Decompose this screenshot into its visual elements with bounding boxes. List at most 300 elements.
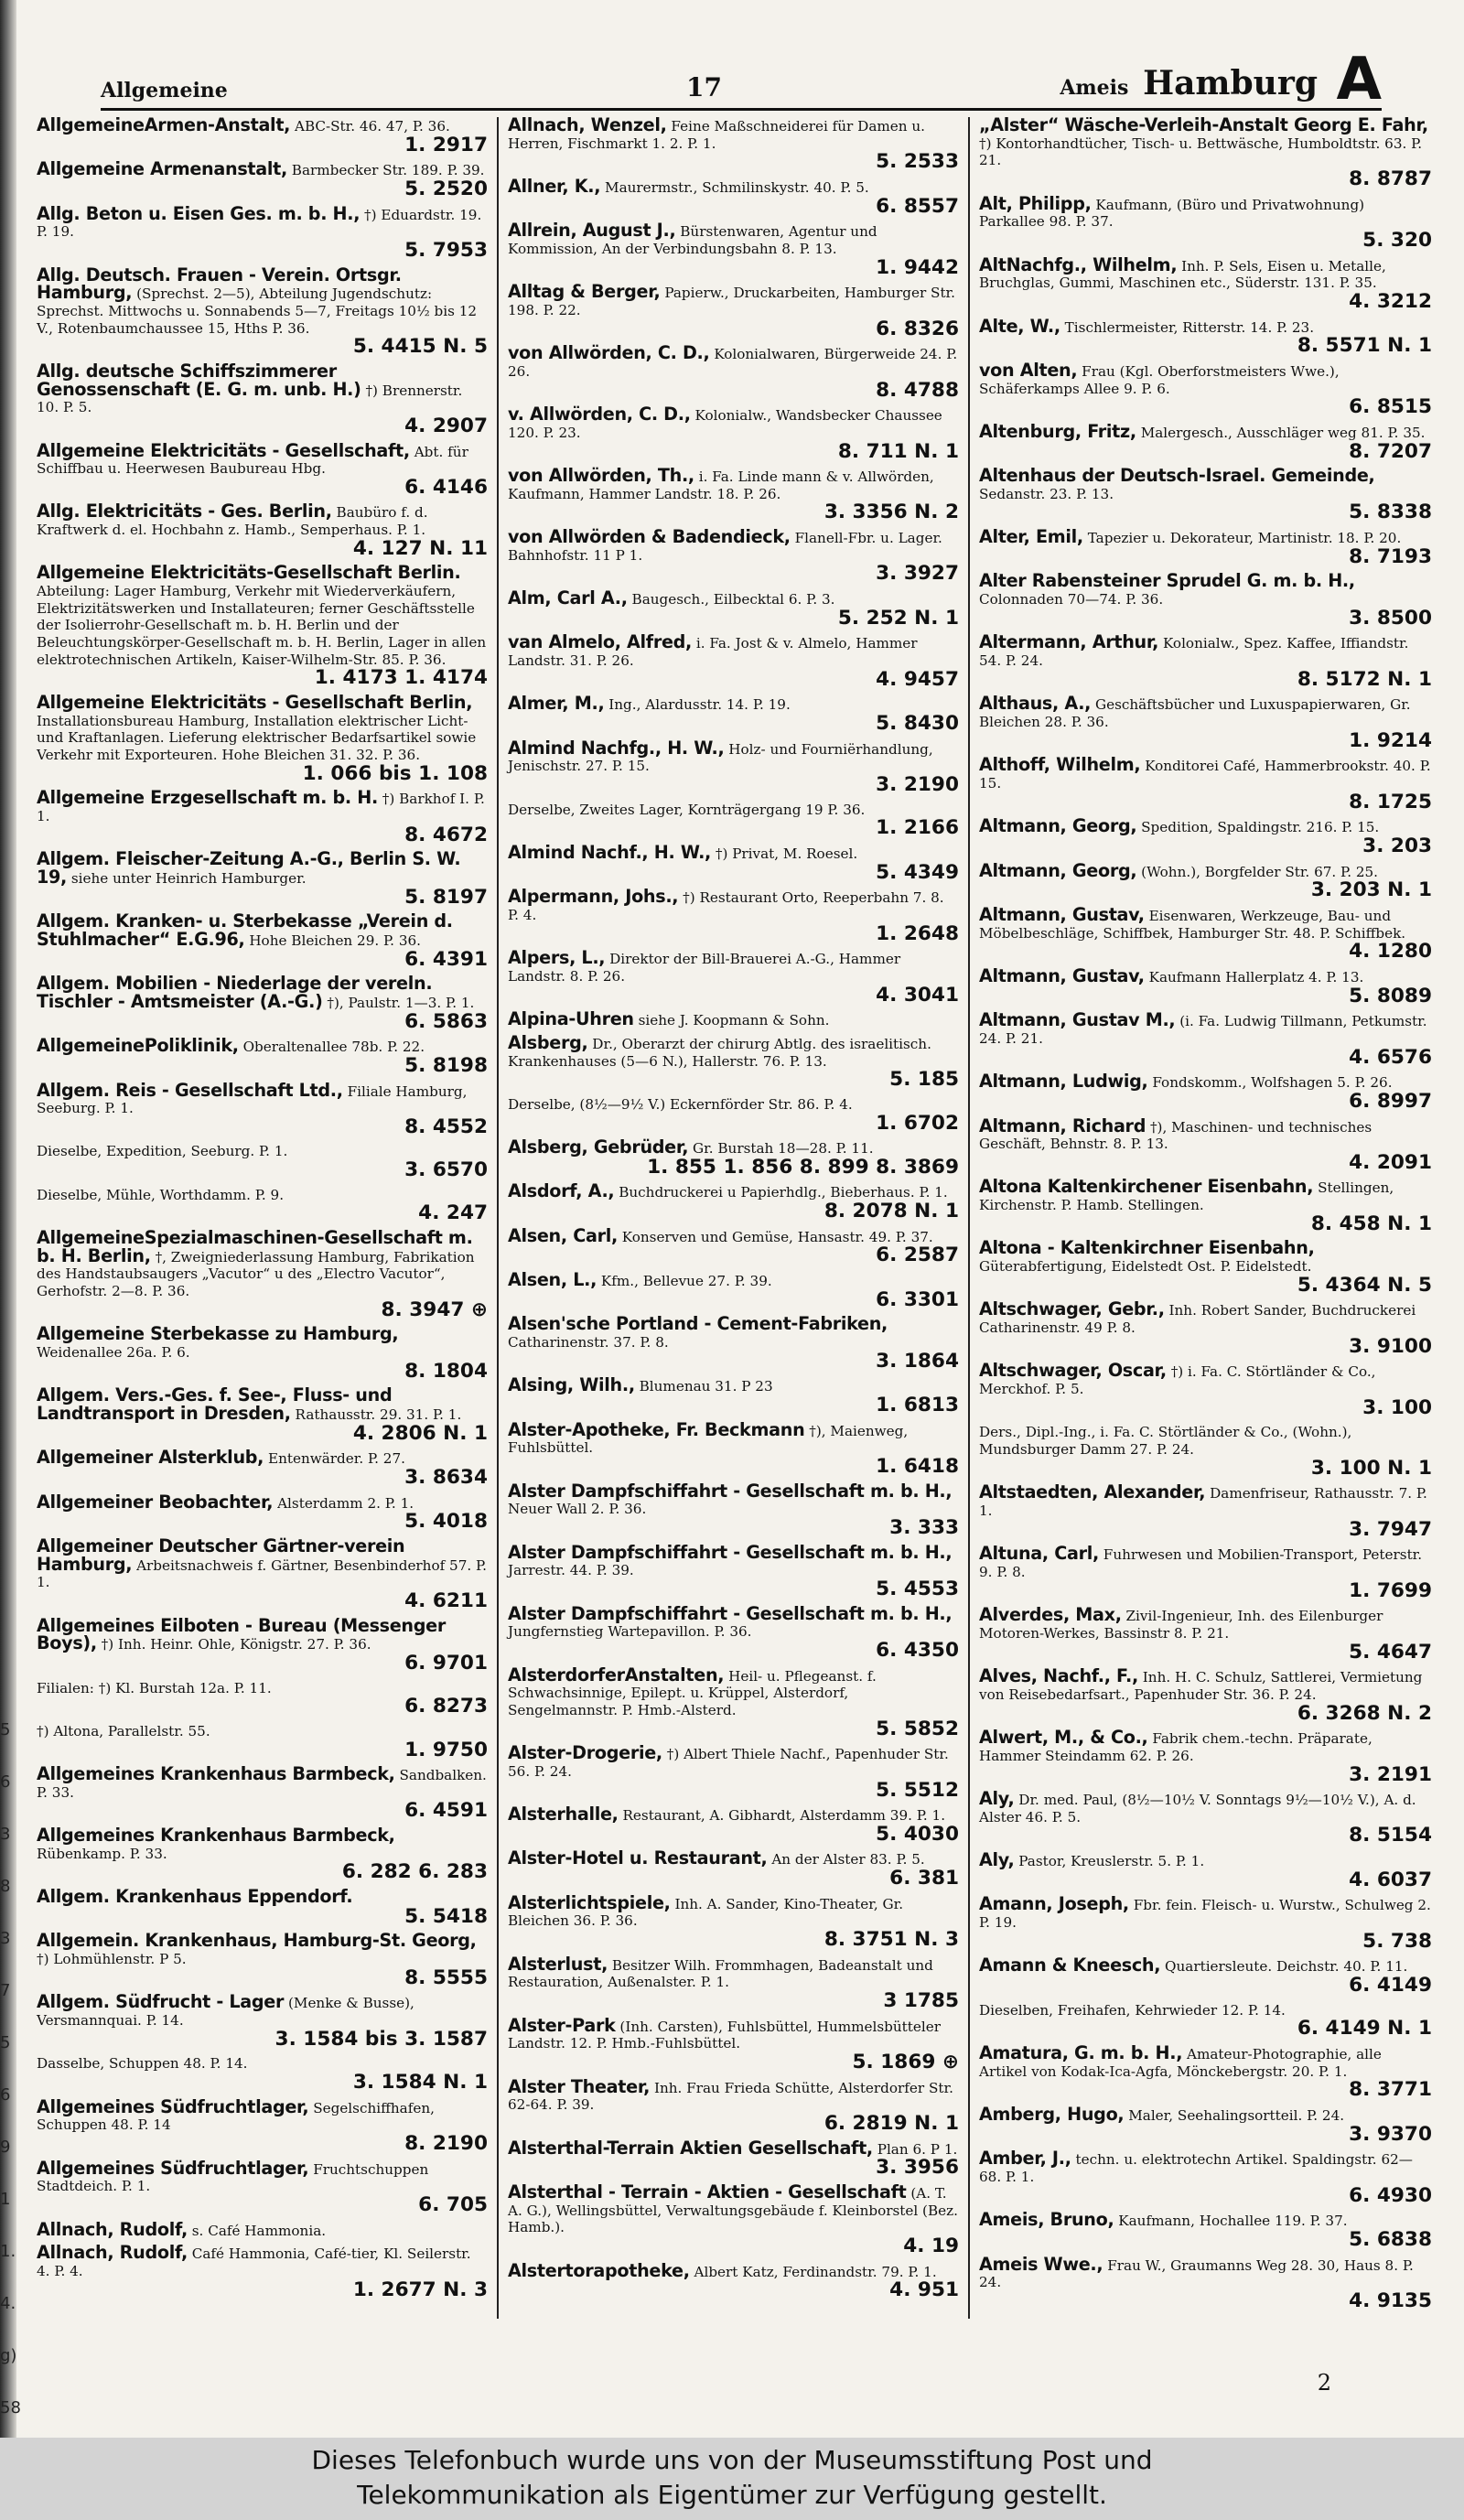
directory-entry bbox=[37, 158, 488, 200]
entry-phone-number: 4. 6576 bbox=[1349, 1045, 1432, 1069]
entry-name: Allgemeine Elektricitäts - Gesellschaft, bbox=[37, 439, 410, 461]
directory-entry bbox=[37, 360, 488, 437]
directory-entry bbox=[37, 1886, 488, 1928]
margin-mark: 1 bbox=[0, 2190, 11, 2209]
entry-name: Altschwager, Gebr., bbox=[979, 1298, 1165, 1320]
entry-phone-number: 6. 2819 N. 1 bbox=[824, 2112, 959, 2135]
entry-phone-number: 3. 203 bbox=[1362, 834, 1432, 857]
entry-name: Alves, Nachf., F., bbox=[979, 1665, 1138, 1687]
entry-details: Kolonialw., Wandsbecker Chaussee 120. P. 23. bbox=[508, 407, 942, 441]
entry-phone-number: 8. 1804 bbox=[404, 1359, 488, 1383]
entry-details: †) Eduardstr. 19. P. 19. bbox=[37, 206, 482, 241]
directory-entry bbox=[508, 1891, 959, 1952]
entry-phone-number: 1. 7699 bbox=[1349, 1578, 1432, 1602]
entry-details: Abt. für Schiffbau u. Heerwesen Baubureau Hbg. bbox=[37, 443, 468, 478]
entry-details: Dieselbe, Mühle, Worthdamm. P. 9. bbox=[37, 1186, 285, 1203]
directory-entry bbox=[37, 1491, 488, 1534]
entry-phone-number: 6. 9701 bbox=[404, 1651, 488, 1675]
entry-name: Altermann, Arthur, bbox=[979, 631, 1159, 653]
entry-phone-number: 6. 4149 bbox=[1349, 1974, 1432, 1998]
entry-phone-number: 3. 333 bbox=[889, 1515, 959, 1539]
entry-details: Inh. Robert Sander, Buchdruckerei Catharinenstr. 49 P. 8. bbox=[979, 1302, 1416, 1337]
entry-details: Segelschiffhafen, Schuppen 48. P. 14 bbox=[37, 2099, 435, 2134]
entry-phone-number: 3. 7947 bbox=[1349, 1517, 1432, 1541]
entry-phone-number: 5. 8198 bbox=[404, 1053, 488, 1077]
entry-phone-number: 5. 4415 N. 5 bbox=[352, 335, 488, 359]
entry-details: Derselbe, Zweites Lager, Kornträgergang 19 P. 36. bbox=[508, 801, 866, 818]
directory-entry bbox=[37, 2055, 488, 2093]
directory-entry bbox=[508, 1847, 959, 1890]
entry-details: Heil- u. Pflegeanst. f. Schwachsinnige, Epilept. u. Krüppel, Alsterdorf, Sengelmannstr. P. Hmb.-Alsterd. bbox=[508, 1667, 877, 1718]
entry-phone-number: 8. 8787 bbox=[1349, 167, 1432, 190]
directory-entry bbox=[508, 1224, 959, 1267]
entry-name: Allnach, Rudolf, bbox=[37, 2242, 188, 2264]
directory-entry bbox=[37, 264, 488, 359]
directory-entry bbox=[979, 1893, 1432, 1953]
entry-name: Allgemeiner Deutscher Gärtner-verein Hamburg, bbox=[37, 1535, 405, 1575]
directory-entry bbox=[37, 2095, 488, 2155]
entry-name: Altmann, Richard bbox=[979, 1115, 1146, 1136]
entry-phone-number: 3. 9370 bbox=[1349, 2122, 1432, 2146]
entry-name: Allgem. Mobilien - Niederlage der vereln. Tischler - Amtsmeister (A.-G.) bbox=[37, 973, 433, 1012]
directory-entry bbox=[979, 1665, 1432, 1725]
entry-details: Kolonialwaren, Bürgerweide 24. P. 26. bbox=[508, 346, 958, 380]
entry-name: Alpers, L., bbox=[508, 947, 606, 969]
entry-details: Weidenallee 26a. P. 6. bbox=[37, 1344, 190, 1362]
directory-entry bbox=[37, 2242, 488, 2301]
entry-name: Alsen'sche Portland - Cement-Fabriken, bbox=[508, 1313, 888, 1335]
entry-details: Blumenau 31. P 23 bbox=[639, 1378, 773, 1395]
entry-details: †) Altona, Parallelstr. 55. bbox=[37, 1722, 210, 1739]
entry-details: Dieselbe, Expedition, Seeburg. P. 1. bbox=[37, 1143, 288, 1160]
entry-name: Altmann, Georg, bbox=[979, 859, 1137, 881]
entry-phone-number: 5. 4018 bbox=[404, 1510, 488, 1534]
entry-details: Entenwärder. P. 27. bbox=[267, 1450, 405, 1468]
entry-details: †) Inh. Heinr. Ohle, Königstr. 27. P. 36. bbox=[101, 1636, 371, 1653]
directory-entry bbox=[508, 1269, 959, 1311]
entry-phone-number: 1. 2917 bbox=[404, 133, 488, 156]
entry-phone-number: 5. 320 bbox=[1362, 228, 1432, 252]
entry-name: Amberg, Hugo, bbox=[979, 2104, 1125, 2125]
directory-entry bbox=[979, 1115, 1432, 1174]
directory-entry bbox=[508, 2075, 959, 2135]
entry-details: Frau W., Graumanns Weg 28. 30, Haus 8. P. 24. bbox=[979, 2256, 1414, 2291]
entry-details: Quartiersleute. Deichstr. 40. P. 11. bbox=[1165, 1958, 1408, 1976]
entry-name: Althoff, Wilhelm, bbox=[979, 754, 1141, 776]
directory-entry bbox=[37, 910, 488, 971]
entry-name: Alsdorf, A., bbox=[508, 1180, 615, 1202]
entry-name: „Alster“ Wäsche-Verleih-Anstalt Georg E. Fahr, bbox=[979, 117, 1428, 135]
entry-details: †), Maschinen- und technisches Geschäft, Behnstr. 8. P. 13. bbox=[979, 1118, 1372, 1153]
page-header bbox=[101, 46, 1382, 113]
provenance-footer bbox=[0, 2438, 1464, 2520]
entry-name: Alster-Drogerie, bbox=[508, 1742, 662, 1764]
entry-name: Alsterthal - Terrain - Aktien - Gesellschaft bbox=[508, 2181, 907, 2202]
entry-phone-number: 3. 8634 bbox=[404, 1465, 488, 1489]
entry-details: (i. Fa. Ludwig Tillmann, Petkumstr. 24. P. 21. bbox=[979, 1013, 1427, 1047]
entry-phone-number: 8. 4788 bbox=[876, 378, 959, 402]
margin-mark: 4. bbox=[0, 2294, 16, 2313]
directory-entry bbox=[508, 117, 959, 173]
entry-name: Allgemeine Armenanstalt, bbox=[37, 158, 287, 180]
directory-entry bbox=[37, 848, 488, 909]
entry-details: Amateur-Photographie, alle Artikel von Kodak-Ica-Agfa, Mönckebergstr. 20. P. 1. bbox=[979, 2046, 1382, 2080]
entry-phone-number: 8. 711 N. 1 bbox=[837, 439, 959, 463]
entry-phone-number: 3. 100 bbox=[1362, 1395, 1432, 1419]
entry-details: Dr., Oberarzt der chirurg Abtlg. des israelitisch. Krankenhauses (5—6 N.), Hallerstr. 76. P. 13. bbox=[508, 1035, 931, 1070]
entry-name: von Alten, bbox=[979, 359, 1078, 381]
entry-phone-number: 1. 2166 bbox=[876, 816, 959, 840]
entry-name: Allgem. Kranken- u. Sterbekasse „Verein d. Stuhlmacher“ E.G.96, bbox=[37, 910, 453, 950]
entry-phone-number: 3. 9100 bbox=[1349, 1334, 1432, 1358]
directory-entry bbox=[979, 631, 1432, 691]
entry-details: †), Paulstr. 1—3. P. 1. bbox=[327, 994, 475, 1011]
entry-phone-number: 6. 5863 bbox=[404, 1009, 488, 1033]
entry-phone-number: 8. 2078 N. 1 bbox=[824, 1200, 959, 1223]
entry-name: Allgemeine Elektricitäts - Gesellschaft Berlin, bbox=[37, 692, 473, 714]
entry-details: †) Kontorhandtücher, Tisch- u. Bettwäsche, Humboldtstr. 63. P. 21. bbox=[979, 135, 1423, 169]
entry-name: Aly, bbox=[979, 1788, 1015, 1810]
entry-details: i. Fa. Jost & v. Almelo, Hammer Landstr. 31. P. 26. bbox=[508, 635, 918, 670]
directory-entry bbox=[979, 1424, 1432, 1479]
entry-phone-number: 4. 9135 bbox=[1349, 2288, 1432, 2312]
directory-entry bbox=[37, 117, 488, 156]
entry-phone-number: 5. 5418 bbox=[404, 1904, 488, 1928]
entry-phone-number: 3. 6570 bbox=[404, 1158, 488, 1182]
directory-column-1 bbox=[27, 117, 499, 2319]
entry-phone-number: 6. 4149 N. 1 bbox=[1297, 2017, 1432, 2041]
entry-details: Neuer Wall 2. P. 36. bbox=[508, 1501, 647, 1518]
directory-entry bbox=[37, 1323, 488, 1383]
margin-mark: 3 bbox=[0, 1929, 11, 1948]
entry-details: Kfm., Bellevue 27. P. 39. bbox=[600, 1273, 772, 1290]
directory-entry bbox=[979, 2150, 1432, 2206]
directory-entry bbox=[37, 1227, 488, 1321]
directory-entry bbox=[37, 975, 488, 1032]
entry-phone-number: 1. 4173 1. 4174 bbox=[314, 666, 488, 690]
entry-name: Aly, bbox=[979, 1849, 1015, 1871]
entry-name: Allgem. Fleischer-Zeitung A.-G., Berlin S. W. 19, bbox=[37, 848, 461, 888]
directory-entry bbox=[508, 1031, 959, 1092]
entry-details: Alsterdamm 2. P. 1. bbox=[277, 1494, 414, 1512]
entry-phone-number: 6. 282 6. 283 bbox=[341, 1860, 488, 1884]
entry-name: Amann, Joseph, bbox=[979, 1893, 1129, 1915]
directory-entry bbox=[37, 1614, 488, 1675]
entry-phone-number: 5. 4647 bbox=[1349, 1640, 1432, 1664]
directory-entry bbox=[508, 1806, 959, 1845]
entry-details: Rathausstr. 29. 31. P. 1. bbox=[295, 1406, 462, 1423]
entry-phone-number: 5. 2533 bbox=[876, 150, 959, 174]
entry-phone-number: 8. 5571 N. 1 bbox=[1297, 334, 1432, 358]
entry-phone-number: 6. 3268 N. 2 bbox=[1297, 1701, 1432, 1725]
entry-phone-number: 4. 3041 bbox=[876, 983, 959, 1007]
entry-details: Fabrik chem.-techn. Präparate, Hammer Steindamm 62. P. 26. bbox=[979, 1730, 1372, 1764]
directory-entry bbox=[508, 222, 959, 278]
directory-entry bbox=[979, 1545, 1432, 1601]
header-page-number: 17 bbox=[686, 72, 722, 102]
entry-name: Alsen, L., bbox=[508, 1269, 597, 1291]
directory-entry bbox=[508, 1602, 959, 1662]
directory-entry bbox=[508, 802, 959, 839]
entry-phone-number: 6. 8997 bbox=[1349, 1089, 1432, 1113]
entry-phone-number: 3. 3956 bbox=[876, 2156, 959, 2180]
margin-mark: 6 bbox=[0, 1772, 11, 1792]
entry-name: Alverdes, Max, bbox=[979, 1604, 1122, 1626]
entry-details: Gr. Burstah 18—28. P. 11. bbox=[693, 1140, 874, 1158]
entry-details: †) Restaurant Orto, Reeperbahn 7. 8. P. 4. bbox=[508, 889, 944, 923]
entry-name: Ameis, Bruno, bbox=[979, 2209, 1114, 2231]
directory-entry bbox=[508, 1008, 959, 1030]
entry-name: Alter Rabensteiner Sprudel G. m. b. H., bbox=[979, 570, 1355, 592]
entry-details: Damenfriseur, Rathausstr. 7. P. 1. bbox=[979, 1485, 1427, 1519]
entry-details: Albert Katz, Ferdinandstr. 79. P. 1. bbox=[694, 2263, 937, 2280]
entry-phone-number: 5. 4553 bbox=[876, 1577, 959, 1600]
entry-name: Allg. Deutsch. Frauen - Verein. Ortsgr. Hamburg, bbox=[37, 264, 402, 304]
directory-entry bbox=[979, 2253, 1432, 2312]
entry-name: Allgem. Reis - Gesellschaft Ltd., bbox=[37, 1079, 343, 1101]
entry-details: †, Zweigniederlassung Hamburg, Fabrikation des Handstaubsaugers „Vacutor“ u des „Electro Vacutor“, Gerhofstr. 2—8. P. 36. bbox=[37, 1248, 475, 1300]
entry-phone-number: 6. 4146 bbox=[404, 475, 488, 499]
entry-name: Altschwager, Oscar, bbox=[979, 1360, 1167, 1382]
margin-mark: 3 bbox=[0, 1825, 11, 1844]
margin-mark: 6 bbox=[0, 2085, 11, 2105]
entry-details: Derselbe, (8½—9½ V.) Eckernförder Str. 86. P. 4. bbox=[508, 1095, 853, 1113]
directory-entry bbox=[508, 2137, 959, 2180]
entry-details: Arbeitsnachweis f. Gärtner, Besenbinderhof 57. P. 1. bbox=[37, 1556, 488, 1591]
entry-phone-number: 1. 2677 N. 3 bbox=[352, 2278, 488, 2301]
entry-phone-number: 6. 8515 bbox=[1349, 395, 1432, 419]
directory-entry bbox=[508, 1541, 959, 1600]
directory-entry bbox=[37, 1035, 488, 1077]
entry-details: Malergesch., Ausschläger weg 81. P. 35. bbox=[1140, 424, 1426, 441]
directory-entry bbox=[979, 117, 1432, 190]
directory-entry bbox=[37, 787, 488, 846]
entry-details: †) Albert Thiele Nachf., Papenhuder Str. 56. P. 24. bbox=[508, 1746, 949, 1780]
entry-phone-number: 6. 8273 bbox=[404, 1695, 488, 1718]
directory-entry bbox=[37, 1535, 488, 1612]
entry-name: Alte, W., bbox=[979, 315, 1060, 337]
entry-phone-number: 6. 4350 bbox=[876, 1638, 959, 1662]
entry-details: Sedanstr. 23. P. 13. bbox=[979, 485, 1114, 502]
directory-entry bbox=[508, 1664, 959, 1740]
margin-marks bbox=[0, 1720, 21, 2450]
margin-mark: 8 bbox=[0, 1877, 11, 1896]
directory-entry bbox=[979, 2209, 1432, 2251]
entry-phone-number: 1. 9214 bbox=[1349, 728, 1432, 752]
entry-phone-number: 4. 3212 bbox=[1349, 289, 1432, 313]
entry-name: Alltag & Berger, bbox=[508, 281, 661, 303]
entry-phone-number: 8. 4552 bbox=[404, 1115, 488, 1138]
entry-details: Installationsbureau Hamburg, Installation elektrischer Licht- und Kraftanlagen. Lieferung elektrischer Bedarfsartikel sowie Verkehr mit Exporteuren. Hohe Bleichen 31. 32. P. 36. bbox=[37, 712, 477, 763]
directory-columns bbox=[27, 117, 1441, 2319]
entry-name: Alster-Apotheke, Fr. Beckmann bbox=[508, 1418, 805, 1440]
directory-entry bbox=[979, 315, 1432, 358]
entry-details: Pastor, Kreuslerstr. 5. P. 1. bbox=[1018, 1853, 1205, 1870]
entry-phone-number: 8. 5172 N. 1 bbox=[1297, 667, 1432, 691]
directory-entry bbox=[37, 692, 488, 785]
entry-phone-number: 8. 5555 bbox=[404, 1965, 488, 1989]
entry-name: Alter, Emil, bbox=[979, 526, 1083, 548]
directory-entry bbox=[979, 903, 1432, 964]
directory-entry bbox=[37, 1384, 488, 1445]
entry-phone-number: 5. 252 N. 1 bbox=[837, 606, 959, 630]
directory-entry bbox=[508, 342, 959, 402]
entry-details: Dr. med. Paul, (8½—10½ V. Sonntags 9½—10½ V.), A. d. Alster 46. P. 5. bbox=[979, 1792, 1416, 1825]
margin-mark: 5 bbox=[0, 1720, 11, 1739]
entry-details: Kaufmann, (Büro und Privatwohnung) Parkallee 98. P. 37. bbox=[979, 196, 1365, 231]
entry-details: Baubüro f. d. Kraftwerk d. el. Hochbahn z. Hamb., Semperhaus. P. 1. bbox=[37, 504, 428, 539]
directory-entry bbox=[508, 1953, 959, 2013]
entry-details: †) Brennerstr. 10. P. 5. bbox=[37, 382, 463, 416]
entry-name: Alster Dampfschiffahrt - Gesellschaft m. b. H., bbox=[508, 1541, 953, 1563]
entry-phone-number: 6. 4391 bbox=[404, 947, 488, 971]
entry-phone-number: 4. 127 N. 11 bbox=[352, 536, 488, 560]
entry-name: Alm, Carl A., bbox=[508, 587, 628, 609]
entry-name: Alsberg, bbox=[508, 1031, 588, 1053]
entry-phone-number: 6. 8557 bbox=[876, 194, 959, 218]
entry-details: s. Café Hammonia. bbox=[191, 2222, 327, 2239]
entry-details: (Sprechst. 2—5), Abteilung Jugendschutz: Sprechst. Mittwochs u. Sonnabends 5—7, Freitags 10½ bis 12 V., Rotenbaumchaussee 15, Hths P. 36. bbox=[37, 285, 478, 337]
entry-details: (Menke & Busse), Versmannquai. P. 14. bbox=[37, 1995, 414, 2030]
entry-name: Alster Dampfschiffahrt - Gesellschaft m. b. H., bbox=[508, 1480, 953, 1502]
directory-entry bbox=[508, 465, 959, 524]
entry-details: †) Lohmühlenstr. P 5. bbox=[37, 1951, 187, 1968]
entry-details: Fuhrwesen und Mobilien-Transport, Peterstr. 9. P. 8. bbox=[979, 1546, 1423, 1580]
entry-details: †) Barkhof I. P. 1. bbox=[37, 791, 485, 824]
entry-name: AllgemeineArmen-Anstalt, bbox=[37, 117, 291, 135]
entry-details: (A. T. A. G.), Wellingsbüttel, Verwaltungsgebäude f. Kleinborstel (Bez. Hamb.). bbox=[508, 2184, 958, 2236]
entry-name: Allgemeine Erzgesellschaft m. b. H. bbox=[37, 787, 378, 809]
entry-phone-number: 1. 855 1. 856 8. 899 8. 3869 bbox=[647, 1155, 959, 1179]
entry-name: Alsterlichtspiele, bbox=[508, 1891, 671, 1913]
directory-column-2 bbox=[499, 117, 970, 2319]
entry-name: Allgemeine Elektricitäts-Gesellschaft Berlin. bbox=[37, 562, 461, 584]
directory-entry bbox=[979, 695, 1432, 751]
directory-entry bbox=[37, 439, 488, 499]
entry-name: AllgemeineSpezialmaschinen-Gesellschaft m. b. H. Berlin, bbox=[37, 1227, 473, 1266]
entry-details: Direktor der Bill-Brauerei A.-G., Hammer Landstr. 8. P. 26. bbox=[508, 951, 901, 985]
entry-name: Allg. Elektricitäts - Ges. Berlin, bbox=[37, 501, 332, 522]
entry-phone-number: 8. 3947 ⊕ bbox=[381, 1298, 488, 1321]
entry-details: Spedition, Spaldingstr. 216. P. 15. bbox=[1141, 819, 1380, 836]
entry-name: Almind Nachfg., H. W., bbox=[508, 737, 725, 759]
entry-details: An der Alster 83. P. 5. bbox=[771, 1851, 925, 1868]
directory-entry bbox=[979, 2042, 1432, 2102]
entry-name: Alster Theater, bbox=[508, 2075, 651, 2097]
entry-details: i. Fa. Linde mann & v. Allwörden, Kaufmann, Hammer Landstr. 18. P. 26. bbox=[508, 468, 934, 502]
directory-entry bbox=[508, 526, 959, 586]
directory-entry bbox=[37, 503, 488, 559]
entry-phone-number: 3. 2190 bbox=[876, 773, 959, 796]
entry-name: AllgemeinePoliklinik, bbox=[37, 1035, 239, 1057]
directory-entry bbox=[979, 570, 1432, 630]
entry-details: Colonnaden 70—74. P. 36. bbox=[979, 591, 1164, 608]
entry-name: Allgemeines Krankenhaus Barmbeck, bbox=[37, 1825, 395, 1847]
directory-entry bbox=[979, 1788, 1432, 1847]
entry-name: Alpina-Uhren bbox=[508, 1008, 634, 1030]
directory-entry bbox=[508, 587, 959, 630]
directory-entry bbox=[979, 964, 1432, 1007]
entry-name: van Almelo, Alfred, bbox=[508, 631, 693, 653]
entry-name: Allgem. Südfrucht - Lager bbox=[37, 1991, 285, 2013]
page-footer-number: 2 bbox=[1317, 2370, 1331, 2396]
entry-phone-number: 6. 8326 bbox=[876, 317, 959, 340]
entry-phone-number: 5. 4364 N. 5 bbox=[1297, 1273, 1432, 1297]
entry-phone-number: 1. 9750 bbox=[404, 1738, 488, 1761]
directory-entry bbox=[37, 1187, 488, 1224]
entry-phone-number: 6. 3301 bbox=[876, 1287, 959, 1311]
entry-name: Allner, K., bbox=[508, 175, 601, 197]
entry-name: Alsterhalle, bbox=[508, 1804, 619, 1825]
entry-name: Alsing, Wilh., bbox=[508, 1374, 635, 1396]
entry-name: Alster-Hotel u. Restaurant, bbox=[508, 1847, 768, 1869]
entry-phone-number: 1. 2648 bbox=[876, 921, 959, 945]
entry-phone-number: 5. 8089 bbox=[1349, 984, 1432, 1007]
directory-entry bbox=[37, 1930, 488, 1989]
entry-details: Stellingen, Kirchenstr. P. Hamb. Stellingen. bbox=[979, 1179, 1394, 1214]
directory-entry bbox=[508, 737, 959, 796]
entry-details: Frau (Kgl. Oberforstmeisters Wwe.), Schäferkamps Allee 9. P. 6. bbox=[979, 362, 1340, 397]
entry-details: Hohe Bleichen 29. P. 36. bbox=[249, 932, 421, 949]
margin-mark: 1. bbox=[0, 2242, 16, 2261]
entry-phone-number: 3. 1864 bbox=[876, 1349, 959, 1373]
directory-entry bbox=[37, 2157, 488, 2216]
directory-entry bbox=[979, 1604, 1432, 1664]
entry-phone-number: 3 1785 bbox=[883, 1989, 959, 2013]
entry-name: Altmann, Gustav, bbox=[979, 964, 1145, 986]
entry-phone-number: 3. 8500 bbox=[1349, 606, 1432, 630]
entry-phone-number: 1. 6418 bbox=[876, 1455, 959, 1478]
entry-phone-number: 4. 2091 bbox=[1349, 1150, 1432, 1174]
entry-name: Allgemeines Südfruchtlager, bbox=[37, 2157, 309, 2179]
directory-entry bbox=[508, 2259, 959, 2302]
footer-line-2: Telekommunikation als Eigentümer zur Verfügung gestellt. bbox=[357, 2480, 1107, 2510]
entry-details: Kaufmann Hallerplatz 4. P. 13. bbox=[1148, 968, 1364, 985]
entry-name: Alsterthal-Terrain Aktien Gesellschaft, bbox=[508, 2137, 873, 2159]
directory-entry bbox=[508, 1136, 959, 1179]
directory-entry bbox=[508, 631, 959, 691]
entry-details: Bürstenwaren, Agentur und Kommission, An der Verbindungsbahn 8. P. 13. bbox=[508, 223, 877, 257]
entry-name: Allgemeines Eilboten - Bureau (Messenger Boys), bbox=[37, 1614, 446, 1654]
entry-phone-number: 5. 4030 bbox=[876, 1822, 959, 1846]
entry-phone-number: 5. 738 bbox=[1362, 1929, 1432, 1953]
directory-entry bbox=[508, 281, 959, 340]
entry-details: †), Maienweg, Fuhlsbüttel. bbox=[508, 1422, 909, 1457]
entry-name: Almer, M., bbox=[508, 693, 605, 715]
entry-details: Jarrestr. 44. P. 39. bbox=[508, 1562, 634, 1579]
directory-entry bbox=[37, 562, 488, 690]
directory-entry bbox=[508, 1418, 959, 1478]
directory-entry bbox=[508, 695, 959, 734]
entry-name: Althaus, A., bbox=[979, 693, 1092, 715]
entry-details: Restaurant, A. Gibhardt, Alsterdamm 39. P. 1. bbox=[622, 1807, 946, 1825]
entry-details: Inh. P. Sels, Eisen u. Metalle, Bruchglas, Gummi, Maschinen etc., Süderstr. 131. P. 35. bbox=[979, 257, 1386, 292]
entry-details: Oberaltenallee 78b. P. 22. bbox=[242, 1039, 425, 1056]
entry-phone-number: 4. 9457 bbox=[876, 667, 959, 691]
entry-name: Altmann, Ludwig, bbox=[979, 1071, 1148, 1093]
directory-entry bbox=[979, 192, 1432, 252]
entry-phone-number: 4. 1280 bbox=[1349, 940, 1432, 964]
entry-phone-number: 3. 3927 bbox=[876, 562, 959, 586]
entry-details: Abteilung: Lager Hamburg, Verkehr mit Wiederverkäufern, Elektrizitätswerken und Installateuren; ferner Geschäftsstelle der Isolierrohr-Gesellschaft m. b. H. Berlin und der Beleuchtungskörper-Gesellschaft m. b. H. Berlin, Lager in allen elektrotechnischen Artikeln, Kaiser-Wilhelm-Str. 85. P. 36. bbox=[37, 583, 487, 668]
directory-entry bbox=[979, 1729, 1432, 1785]
entry-name: Altuna, Carl, bbox=[979, 1543, 1099, 1565]
entry-details: (Inh. Carsten), Fuhlsbüttel, Hummelsbütteler Landstr. 12. P. Hmb.-Fuhlsbüttel. bbox=[508, 2018, 941, 2052]
entry-name: v. Allwörden, C. D., bbox=[508, 404, 691, 425]
entry-details: Inh. H. C. Schulz, Sattlerei, Vermietung von Reisebedarfsart., Papenhuder Str. 36. P. 24. bbox=[979, 1669, 1423, 1703]
header-right-keyword bbox=[1060, 64, 1318, 102]
entry-details: siehe unter Heinrich Hamburger. bbox=[70, 869, 307, 887]
